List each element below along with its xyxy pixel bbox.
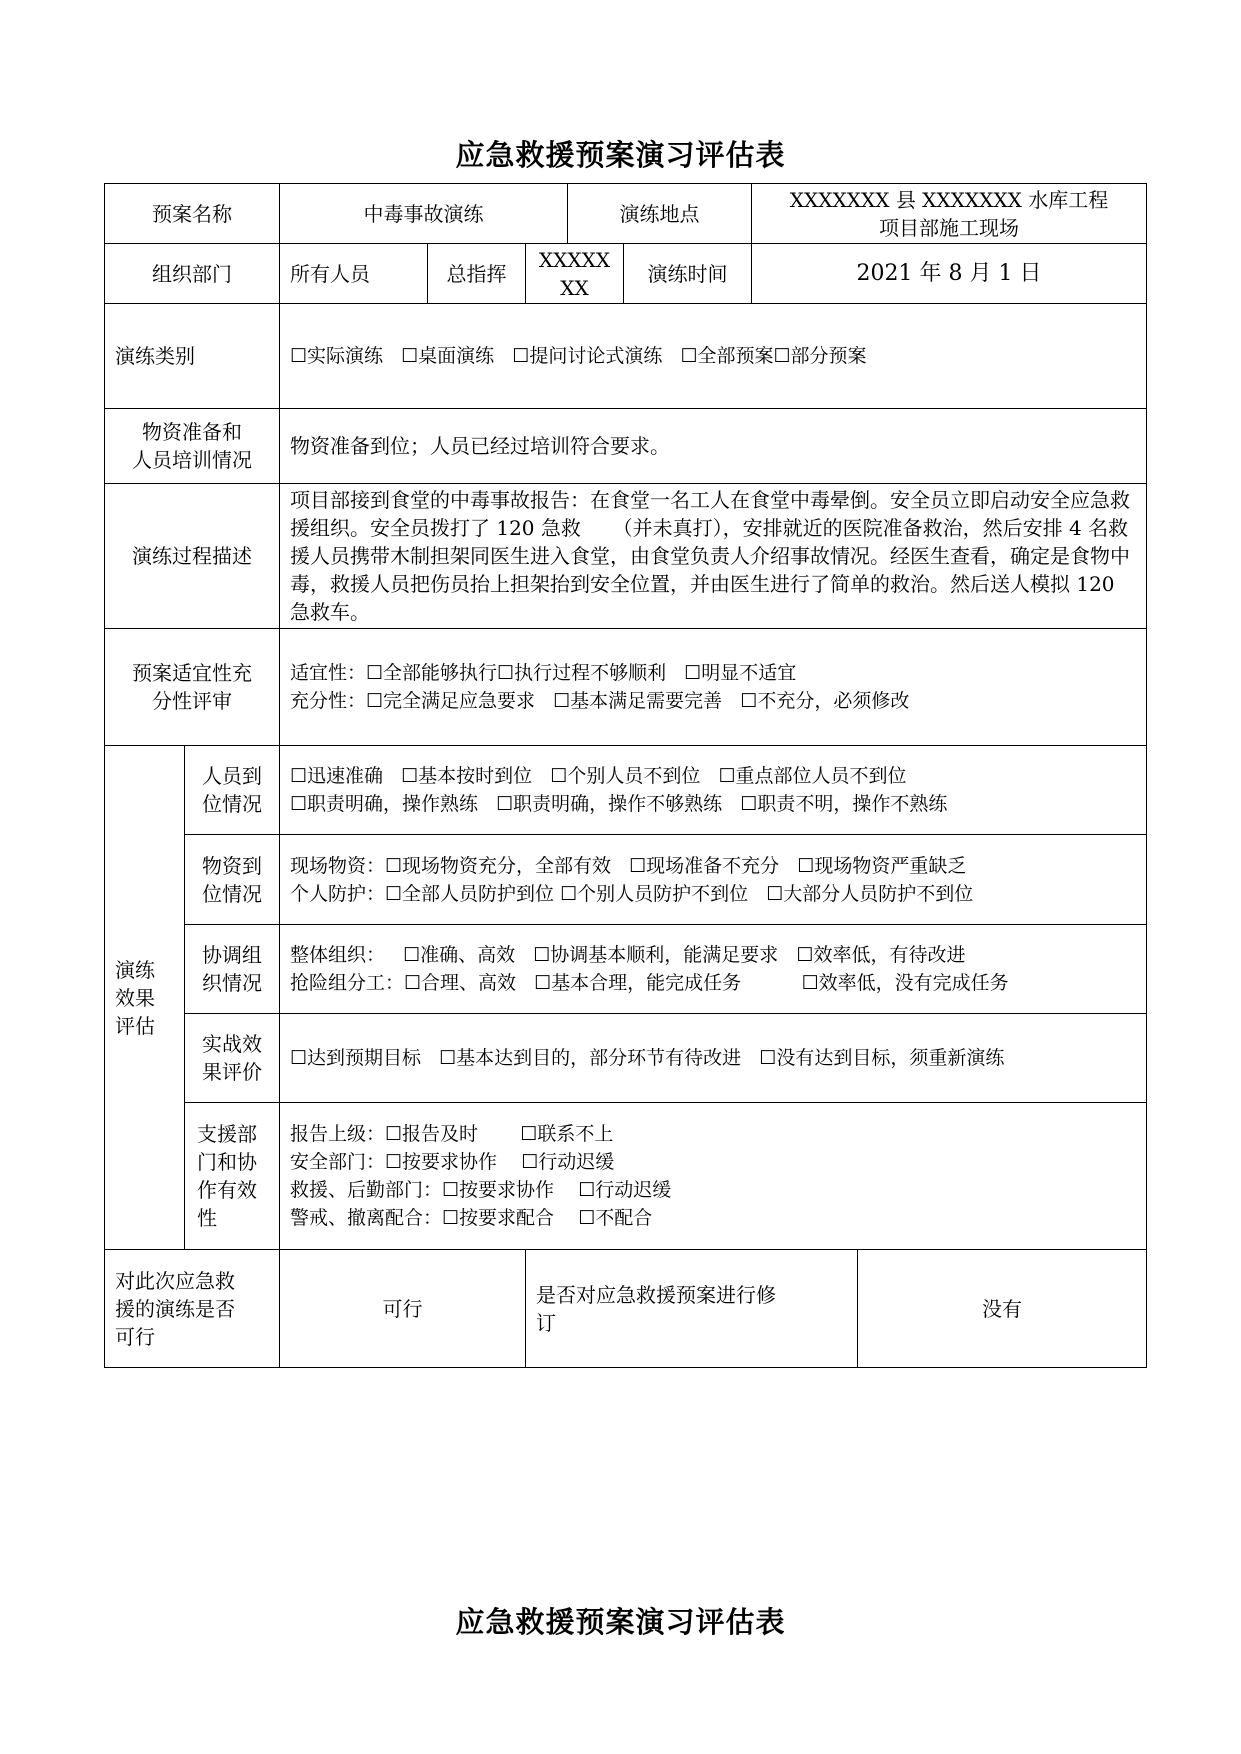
prep-label (105, 409, 280, 484)
combat-label-line-2: 果评价 (202, 1060, 262, 1084)
suitability-label-line-1: 预案适宜性充 (132, 661, 252, 685)
suitability-value (280, 629, 1147, 746)
process-text: 项目部接到食堂的中毒事故报告：在食堂一名工人在食堂中毒晕倒。安全员立即启动安全应急救援组织。安全员拨打了 120 急救 （并未真打），安排就近的医院准备救治，然后安排 4 名救援人员携带木制担架同医生进入食堂，由食堂负责人介绍事故情况。经医生查看，确定是食物中毒，救援人员把伤员抬上担架抬到安全位置，并由医生进行了简单的救治。然后送人模拟 120 急救车。 (280, 484, 1147, 629)
support-label-line-1: 支援部 (197, 1122, 257, 1146)
revise-value: 没有 (858, 1250, 1147, 1368)
commander-label: 总指挥 (428, 244, 526, 304)
location-line-1: XXXXXXX 县 XXXXXXX 水库工程 (789, 187, 1109, 212)
coordination-value (280, 925, 1147, 1014)
effect-group-label (105, 746, 185, 1250)
personnel-line-1: ☐迅速准确 ☐基本按时到位 ☐个别人员不到位 ☐重点部位人员不到位 (290, 765, 907, 787)
suitability-line-1: 适宜性：☐全部能够执行☐执行过程不够顺利 ☐明显不适宜 (290, 662, 797, 684)
support-label-line-3: 作有效 (197, 1178, 257, 1202)
personnel-line-2: ☐职责明确，操作熟练 ☐职责明确，操作不够熟练 ☐职责不明，操作不熟练 (290, 793, 948, 815)
support-line-3: 救援、后勤部门：☐按要求协作 ☐行动迟缓 (290, 1179, 672, 1201)
suitability-line-2: 充分性：☐完全满足应急要求 ☐基本满足需要完善 ☐不充分，必须修改 (290, 690, 910, 712)
materials-line-1: 现场物资：☐现场物资充分，全部有效 ☐现场准备不充分 ☐现场物资严重缺乏 (290, 854, 967, 877)
support-label-line-4: 性 (197, 1206, 217, 1230)
suitability-label (105, 629, 280, 746)
support-line-1: 报告上级：☐报告及时 ☐联系不上 (290, 1123, 614, 1145)
prep-label-line-1: 物资准备和 (142, 420, 242, 444)
support-line-2: 安全部门：☐按要求协作 ☐行动迟缓 (290, 1151, 615, 1173)
location-line-2: 项目部施工现场 (879, 215, 1019, 240)
support-label (185, 1103, 280, 1250)
coordination-label (185, 925, 280, 1014)
materials-value (280, 835, 1147, 925)
location-label: 演练地点 (568, 184, 752, 244)
category-label: 演练类别 (105, 304, 280, 409)
feasible-label-line-1: 对此次应急救 (115, 1268, 235, 1293)
materials-line-2: 个人防护：☐全部人员防护到位 ☐个别人员防护不到位 ☐大部分人员防护不到位 (290, 882, 974, 905)
process-label: 演练过程描述 (105, 484, 280, 629)
time-label: 演练时间 (624, 244, 752, 304)
support-line-4: 警戒、撤离配合：☐按要求配合 ☐不配合 (290, 1207, 653, 1229)
coordination-line-2: 抢险组分工：☐合理、高效 ☐基本合理，能完成任务 ☐效率低，没有完成任务 (290, 972, 1009, 994)
effect-group-line-2: 效果 (115, 985, 155, 1010)
dept-value: 所有人员 (280, 244, 428, 304)
evaluation-form-table (104, 183, 1147, 1368)
combat-options: ☐达到预期目标 ☐基本达到目的，部分环节有待改进 ☐没有达到目标，须重新演练 (280, 1014, 1147, 1103)
feasible-label (105, 1250, 280, 1368)
materials-label (185, 835, 280, 925)
coordination-line-1: 整体组织： ☐准确、高效 ☐协调基本顺利，能满足要求 ☐效率低，有待改进 (290, 944, 966, 966)
combat-label (185, 1014, 280, 1103)
suitability-label-line-2: 分性评审 (152, 689, 232, 713)
feasible-label-line-3: 可行 (115, 1324, 155, 1349)
plan-name-value: 中毒事故演练 (280, 184, 568, 244)
dept-label: 组织部门 (105, 244, 280, 304)
prep-value: 物资准备到位；人员已经过培训符合要求。 (280, 409, 1147, 484)
time-value: 2021 年 8 月 1 日 (752, 244, 1147, 304)
materials-label-line-2: 位情况 (202, 881, 262, 906)
materials-label-line-1: 物资到 (202, 853, 262, 878)
revise-label-line-2: 订 (536, 1310, 556, 1335)
personnel-value (280, 746, 1147, 835)
category-options: ☐实际演练 ☐桌面演练 ☐提问讨论式演练 ☐全部预案☐部分预案 (280, 304, 1147, 409)
coordination-label-line-2: 织情况 (202, 971, 262, 995)
coordination-label-line-1: 协调组 (202, 943, 262, 967)
personnel-label-line-1: 人员到 (202, 764, 262, 788)
prep-label-line-2: 人员培训情况 (132, 448, 252, 472)
feasible-value: 可行 (280, 1250, 526, 1368)
personnel-label-line-2: 位情况 (202, 792, 262, 816)
feasible-label-line-2: 援的演练是否 (115, 1296, 235, 1321)
revise-label (526, 1250, 858, 1368)
location-value (752, 184, 1147, 244)
support-label-line-2: 门和协 (197, 1150, 257, 1174)
page-title-second: 应急救援预案演习评估表 (455, 1605, 786, 1639)
plan-name-label: 预案名称 (105, 184, 280, 244)
revise-label-line-1: 是否对应急救援预案进行修 (536, 1282, 776, 1307)
support-value (280, 1103, 1147, 1250)
page-title: 应急救援预案演习评估表 (455, 138, 786, 172)
combat-label-line-1: 实战效 (202, 1032, 262, 1056)
commander-value: XXXXXXX (526, 244, 624, 304)
effect-group-line-3: 评估 (115, 1013, 155, 1038)
effect-group-line-1: 演练 (115, 957, 155, 982)
personnel-label (185, 746, 280, 835)
